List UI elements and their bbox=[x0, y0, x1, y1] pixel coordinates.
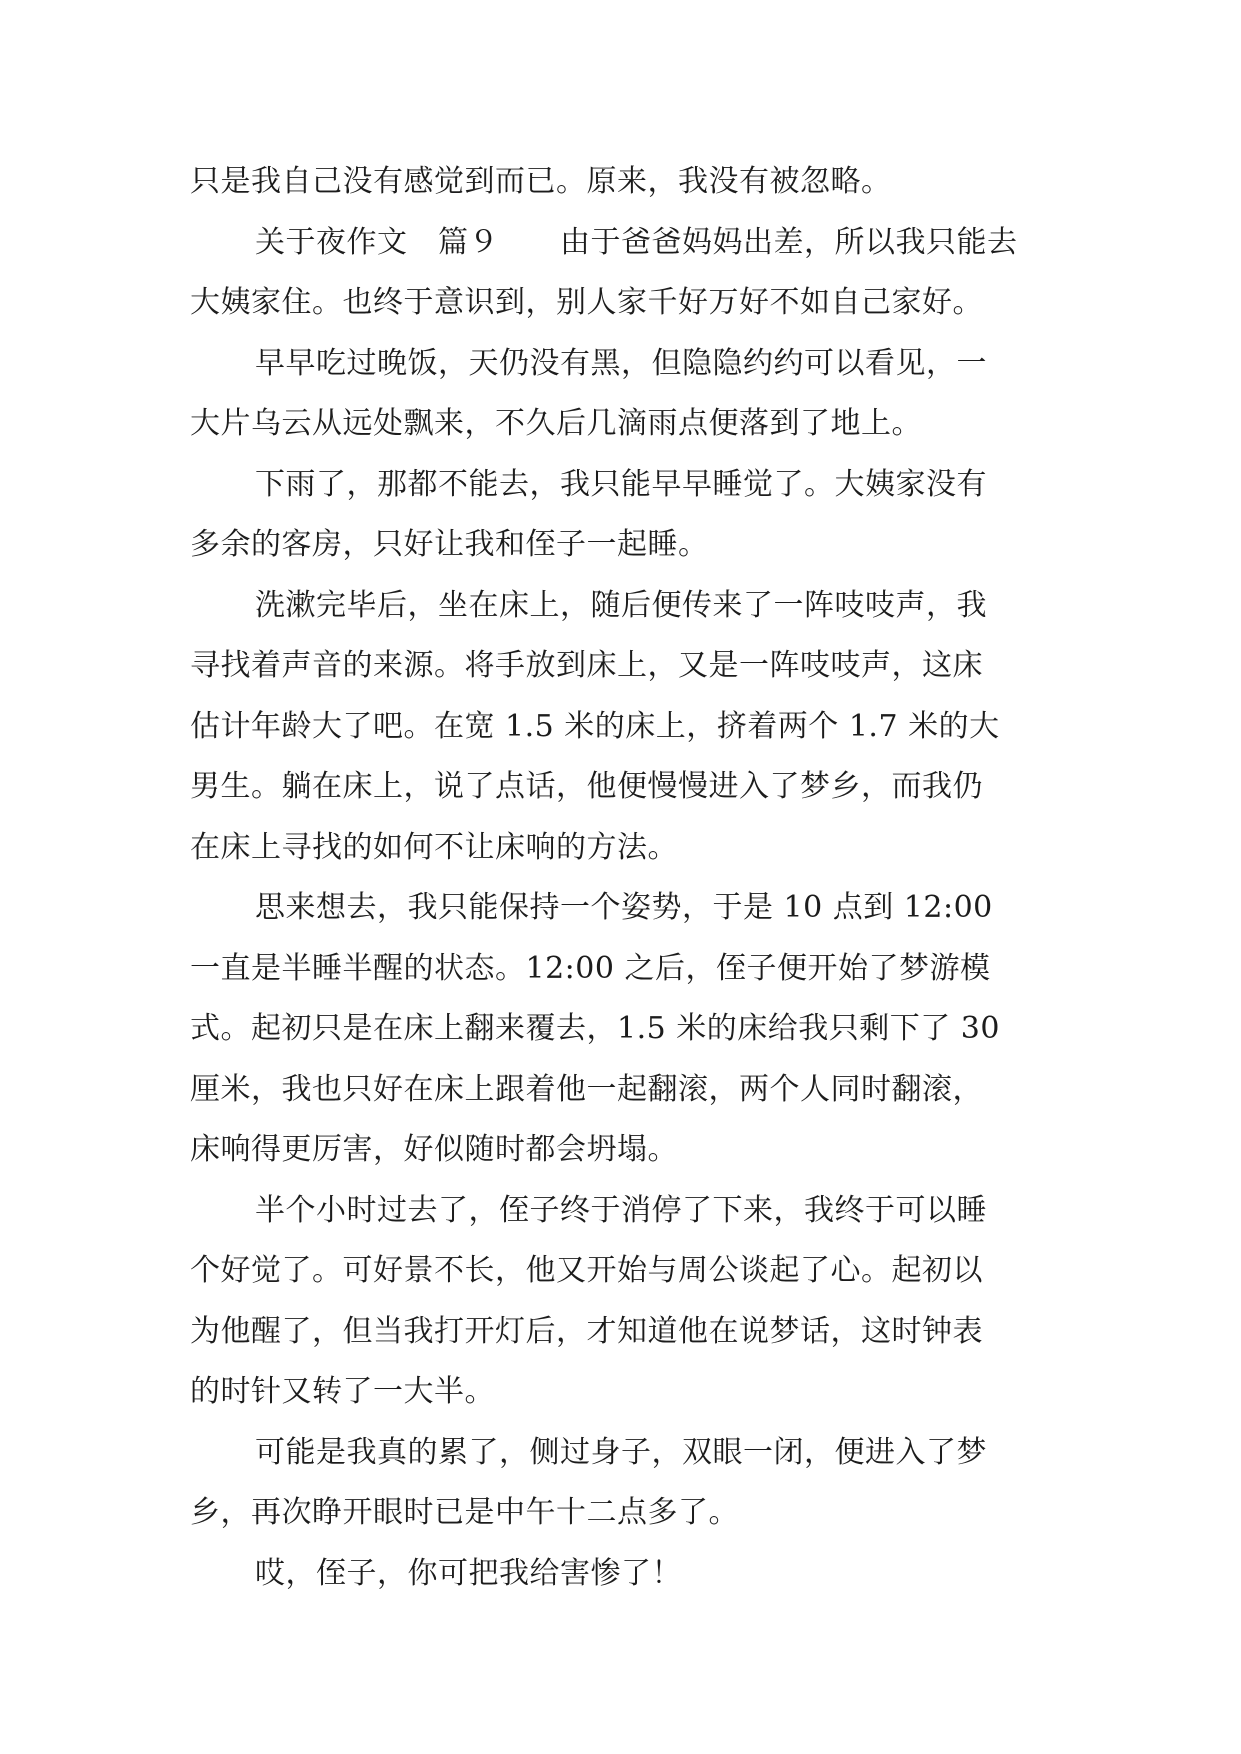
paragraph-line: 半个小时过去了，侄子终于消停了下来，我终于可以睡 bbox=[255, 1192, 987, 1228]
paragraph-line: 多余的客房，只好让我和侄子一起睡。 bbox=[190, 527, 709, 562]
paragraph-line: 乡，再次睁开眼时已是中午十二点多了。 bbox=[190, 1495, 739, 1530]
paragraph-line: 大片乌云从远处飘来，不久后几滴雨点便落到了地上。 bbox=[190, 406, 922, 441]
paragraph-line: 关于夜作文 篇９ 由于爸爸妈妈出差，所以我只能去 bbox=[255, 224, 1018, 260]
paragraph-line: 可能是我真的累了，侧过身子，双眼一闭，便进入了梦 bbox=[255, 1434, 987, 1470]
paragraph-line: 厘米，我也只好在床上跟着他一起翻滚，两个人同时翻滚， bbox=[190, 1071, 983, 1107]
paragraph-line: 大姨家住。也终于意识到，别人家千好万好不如自己家好。 bbox=[190, 285, 983, 320]
paragraph-line: 哎，侄子，你可把我给害惨了！ bbox=[255, 1555, 682, 1591]
paragraph-line: 为他醒了，但当我打开灯后，才知道他在说梦话，这时钟表 bbox=[190, 1313, 983, 1349]
paragraph-line: 思来想去，我只能保持一个姿势，于是 10 点到 12:00 bbox=[255, 890, 993, 925]
paragraph-line: 洗漱完毕后，坐在床上，随后便传来了一阵吱吱声，我 bbox=[255, 587, 987, 623]
paragraph-line: 的时针又转了一大半。 bbox=[190, 1374, 495, 1409]
paragraph-line: 寻找着声音的来源。将手放到床上，又是一阵吱吱声，这床 bbox=[190, 648, 983, 683]
paragraph-line: 在床上寻找的如何不让床响的方法。 bbox=[190, 829, 678, 865]
paragraph-line: 男生。躺在床上，说了点话，他便慢慢进入了梦乡，而我仍 bbox=[190, 769, 983, 804]
paragraph-line: 床响得更厉害，好似随时都会坍塌。 bbox=[190, 1132, 678, 1167]
paragraph-line: 早早吃过晚饭，天仍没有黑，但隐隐约约可以看见，一 bbox=[255, 345, 987, 381]
paragraph-line: 下雨了，那都不能去，我只能早早睡觉了。大姨家没有 bbox=[255, 466, 987, 502]
paragraph-line: 估计年龄大了吧。在宽 1.5 米的床上，挤着两个 1.7 米的大 bbox=[190, 708, 1000, 744]
paragraph-line: 只是我自己没有感觉到而已。原来，我没有被忽略。 bbox=[190, 164, 892, 199]
paragraph-line: 个好觉了。可好景不长，他又开始与周公谈起了心。起初以 bbox=[190, 1253, 983, 1288]
paragraph-line: 一直是半睡半醒的状态。12:00 之后，侄子便开始了梦游模 bbox=[190, 950, 991, 986]
paragraph-line: 式。起初只是在床上翻来覆去，1.5 米的床给我只剩下了 30 bbox=[190, 1011, 1000, 1046]
